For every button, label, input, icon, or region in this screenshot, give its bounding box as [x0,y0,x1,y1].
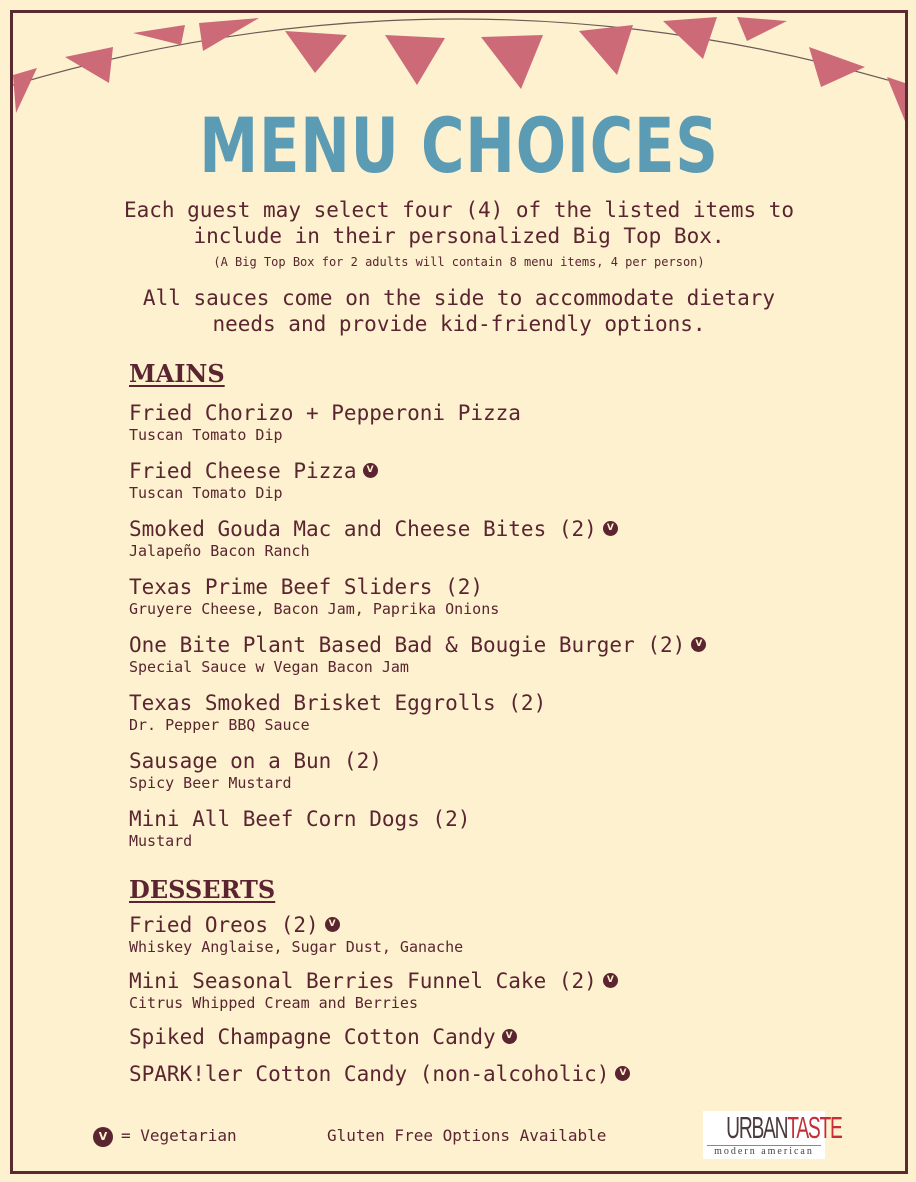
menu-page [10,10,908,1174]
sauce-line: needs and provide kid-friendly options. [212,312,706,336]
menu-item [129,401,706,459]
menu-item [129,575,706,633]
menu-item-name-text: Texas Prime Beef Sliders (2) [129,575,484,599]
intro-note: (A Big Top Box for 2 adults will contain 8 menu items, 4 per person) [213,255,705,269]
menu-item-name [129,969,630,993]
menu-item [129,1062,630,1099]
pennant-flag [737,17,787,41]
menu-item-name [129,459,706,483]
vegetarian-icon: V [603,521,618,536]
menu-item-name [129,517,706,541]
pennant-flag [579,25,633,75]
vegetarian-icon: V [93,1127,113,1147]
vegetarian-legend [93,1126,237,1147]
menu-item-description: Dr. Pepper BBQ Sauce [129,716,310,734]
vegetarian-icon: V [363,463,378,478]
menu-item-description: Gruyere Cheese, Bacon Jam, Paprika Onions [129,600,500,618]
pennant-flag [13,68,37,113]
menu-item [129,969,630,1025]
menu-item-name-text: Mini Seasonal Berries Funnel Cake (2) [129,969,597,993]
sauce-line: All sauces come on the side to accommodate dietary [142,286,776,310]
menu-item-name [129,913,630,937]
urban-taste-logo [703,1110,842,1159]
menu-item-description: Tuscan Tomato Dip [129,484,283,502]
pennant-flag [385,35,445,85]
vegetarian-icon: V [325,917,340,932]
menu-item-description: Jalapeño Bacon Ranch [129,542,310,560]
pennant-flag [65,47,113,83]
menu-item-name-text: One Bite Plant Based Bad & Bougie Burger (2) [129,633,686,657]
menu-item-name-text: Smoked Gouda Mac and Cheese Bites (2) [129,517,597,541]
desserts-list [129,913,630,1099]
menu-item [129,913,630,969]
menu-item-description: Special Sauce w Vegan Bacon Jam [129,658,409,676]
vegetarian-icon: V [615,1066,630,1081]
logo-tagline: modern american [707,1145,821,1158]
menu-item-description: Citrus Whipped Cream and Berries [129,994,418,1012]
menu-item-name-text: Fried Chorizo + Pepperoni Pizza [129,401,521,425]
pennant-flag [199,18,259,51]
menu-item-name-text: Spiked Champagne Cotton Candy [129,1025,496,1049]
gluten-free-note: Gluten Free Options Available [327,1126,607,1145]
pennant-flag [887,77,905,121]
menu-item [129,807,706,865]
menu-item-name [129,401,706,425]
intro-text [13,197,905,249]
menu-item [129,633,706,691]
menu-item-name [129,691,706,715]
mains-list [129,401,706,865]
vegetarian-legend-text: = Vegetarian [121,1126,237,1145]
menu-item-name-text: SPARK!ler Cotton Candy (non-alcoholic) [129,1062,610,1086]
menu-item-name [129,807,706,831]
menu-item-name [129,1062,630,1086]
vegetarian-icon: V [603,973,618,988]
menu-item-description: Tuscan Tomato Dip [129,426,283,444]
pennant-flag [285,31,347,73]
menu-item [129,459,706,517]
menu-item-description: Spicy Beer Mustard [129,774,292,792]
menu-item-description: Whiskey Anglaise, Sugar Dust, Ganache [129,938,464,956]
menu-item-description: Mustard [129,832,193,850]
menu-item [129,749,706,807]
menu-item-name-text: Mini All Beef Corn Dogs (2) [129,807,471,831]
vegetarian-icon: V [502,1029,517,1044]
menu-item-name-text: Fried Oreos (2) [129,913,319,937]
menu-item-name-text: Fried Cheese Pizza [129,459,357,483]
sauce-note [13,285,905,337]
pennant-flag [663,17,717,59]
vegetarian-icon: V [691,637,706,652]
pennant-flag [481,35,543,89]
menu-item-name [129,575,706,599]
pennant-flag [809,47,865,87]
menu-item [129,517,706,575]
menu-item [129,691,706,749]
menu-item [129,1025,630,1062]
menu-title: MENU CHOICES [199,101,719,190]
intro-line: Each guest may select four (4) of the listed items to [123,198,795,222]
menu-item-name [129,1025,630,1049]
logo-wordmark: URBANTASTE [726,1110,842,1145]
mains-heading: MAINS [129,359,225,388]
pennant-flag [133,25,185,45]
desserts-heading: DESSERTS [129,875,276,904]
menu-item-name [129,749,706,773]
menu-item-name [129,633,706,657]
menu-item-name-text: Sausage on a Bun (2) [129,749,382,773]
menu-item-name-text: Texas Smoked Brisket Eggrolls (2) [129,691,547,715]
intro-line: include in their personalized Big Top Box. [193,224,725,248]
